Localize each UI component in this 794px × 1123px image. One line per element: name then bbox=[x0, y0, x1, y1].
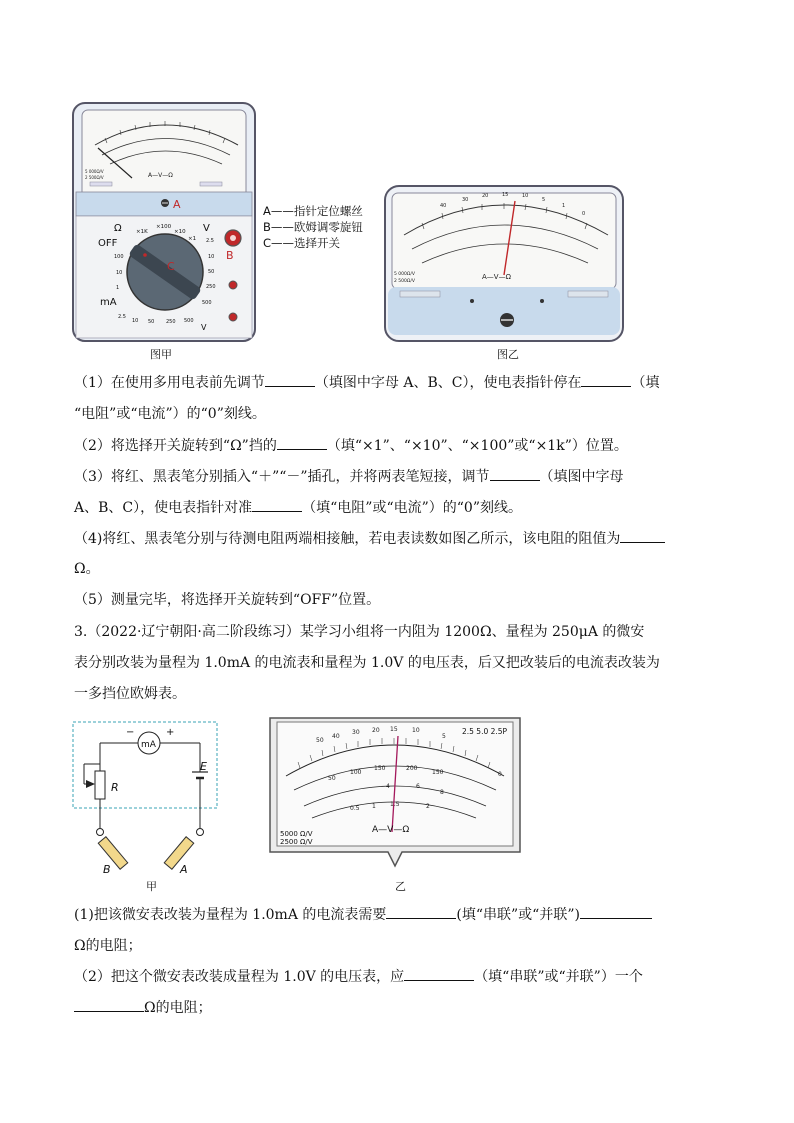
problem-3-line-2: 表分别改装为量程为 1.0mA 的电流表和量程为 1.0V 的电压表，后又把改装后的电流表改装为 bbox=[74, 655, 660, 671]
caption-yi: 图乙 bbox=[497, 348, 519, 361]
multimeter-figure-jia bbox=[70, 100, 260, 345]
meter-spec-2-jia: 2 500Ω/V bbox=[85, 175, 104, 180]
dial-ma-label: mA bbox=[100, 297, 117, 308]
svg-text:1.5: 1.5 bbox=[390, 801, 400, 808]
p3q1-text-a: (1)把该微安表改装为量程为 1.0mA 的电流表需要 bbox=[74, 907, 387, 923]
svg-text:500: 500 bbox=[202, 300, 212, 306]
svg-text:50: 50 bbox=[328, 775, 336, 782]
meter-scale-label-jia: A—V—Ω bbox=[148, 172, 173, 179]
p3q1-text-b: (填“串联”或“并联”) bbox=[456, 907, 580, 923]
p3q2-text-a: （2）把这个微安表改装成量程为 1.0V 的电压表，应 bbox=[74, 969, 405, 985]
svg-text:6: 6 bbox=[416, 783, 420, 790]
svg-text:30: 30 bbox=[462, 197, 469, 203]
question-1 bbox=[74, 372, 734, 393]
svg-text:10: 10 bbox=[522, 193, 529, 199]
svg-text:50: 50 bbox=[316, 737, 324, 744]
dial-v-label: V bbox=[203, 223, 210, 234]
resistor-label: R bbox=[111, 781, 119, 794]
caption-jia: 图甲 bbox=[150, 348, 172, 361]
q1-text-b: （填图中字母 A、B、C），使电表指针停在 bbox=[314, 375, 582, 391]
q3-blank-1[interactable] bbox=[490, 466, 540, 481]
svg-text:150: 150 bbox=[374, 765, 386, 772]
svg-text:100: 100 bbox=[114, 254, 124, 260]
caption-meter-yi: 乙 bbox=[395, 880, 406, 893]
svg-text:1: 1 bbox=[116, 285, 120, 291]
svg-text:200: 200 bbox=[406, 765, 418, 772]
svg-text:1: 1 bbox=[562, 203, 566, 209]
probe-a bbox=[164, 837, 194, 869]
q4-text-b: Ω。 bbox=[74, 561, 100, 577]
circuit-figure-jia bbox=[70, 718, 222, 878]
meter-minus: − bbox=[126, 727, 135, 738]
q1-text-c: （填 bbox=[631, 375, 660, 391]
question-3 bbox=[74, 466, 734, 487]
svg-text:100: 100 bbox=[350, 769, 362, 776]
question-4-cont bbox=[74, 559, 734, 579]
svg-text:500: 500 bbox=[184, 318, 194, 324]
legend-item-a: A——指针定位螺丝 bbox=[263, 204, 363, 218]
dial-v-bottom-label: V bbox=[201, 323, 207, 332]
svg-text:20: 20 bbox=[372, 727, 380, 734]
svg-text:40: 40 bbox=[332, 733, 340, 740]
svg-text:1: 1 bbox=[372, 803, 376, 810]
svg-text:5: 5 bbox=[542, 197, 546, 203]
meter2-corner-label: 2.5 5.0 2.5P bbox=[462, 727, 508, 736]
p3-question-2 bbox=[74, 966, 734, 987]
dial-ohm-label: Ω bbox=[114, 223, 122, 234]
component-legend bbox=[263, 203, 363, 251]
svg-text:50: 50 bbox=[208, 269, 215, 275]
svg-text:10: 10 bbox=[132, 318, 139, 324]
q3-blank-2[interactable] bbox=[252, 497, 302, 512]
meter-spec-1-yi: 5 000Ω/V bbox=[394, 272, 415, 277]
legend-item-b: B——欧姆调零旋钮 bbox=[263, 220, 363, 234]
p3-question-1-cont bbox=[74, 936, 734, 956]
svg-text:0: 0 bbox=[498, 771, 502, 778]
probe-a-label: A bbox=[180, 863, 188, 876]
label-b-jia: B bbox=[226, 249, 234, 262]
microammeter-label: mA bbox=[141, 740, 156, 750]
svg-text:250: 250 bbox=[206, 284, 216, 290]
meter-scale-figure-yi bbox=[266, 714, 524, 876]
meter2-scale-label: A—V—Ω bbox=[372, 825, 410, 835]
svg-text:2: 2 bbox=[426, 803, 430, 810]
svg-text:250: 250 bbox=[166, 319, 176, 325]
meter-scale-label-yi: A—V—Ω bbox=[482, 273, 511, 281]
meter-plus: + bbox=[166, 727, 175, 738]
p3q2-blank-2[interactable] bbox=[74, 997, 144, 1012]
q5-text: （5）测量完毕，将选择开关旋转到“OFF”位置。 bbox=[74, 592, 381, 608]
svg-text:30: 30 bbox=[352, 729, 360, 736]
svg-text:0.5: 0.5 bbox=[350, 805, 360, 812]
svg-text:15: 15 bbox=[390, 726, 398, 733]
question-3-cont bbox=[74, 497, 734, 518]
q3-text-a: （3）将红、黑表笔分别插入“＋”“－”插孔，并将两表笔短接，调节 bbox=[74, 469, 490, 485]
problem-3-line-1: 3.（2022·辽宁朝阳·高二阶段练习）某学习小组将一内阻为 1200Ω、量程为 250μA 的微安 bbox=[74, 624, 645, 640]
svg-text:10: 10 bbox=[412, 727, 420, 734]
svg-text:10: 10 bbox=[208, 254, 215, 260]
svg-text:150: 150 bbox=[432, 769, 444, 776]
q4-blank[interactable] bbox=[620, 528, 665, 543]
legend-item-c: C——选择开关 bbox=[263, 236, 341, 250]
dial-x1-label: ×1 bbox=[188, 236, 197, 242]
p3q1-blank-1[interactable] bbox=[386, 904, 456, 919]
question-5 bbox=[74, 590, 734, 610]
svg-text:5: 5 bbox=[442, 733, 446, 740]
q3-text-d: （填“电阻”或“电流”）的“0”刻线。 bbox=[302, 500, 522, 516]
dial-x10-label: ×10 bbox=[174, 229, 186, 235]
q1-text-d: “电阻”或“电流”）的“0”刻线。 bbox=[74, 406, 266, 422]
svg-text:40: 40 bbox=[440, 203, 447, 209]
q2-text-a: （2）将选择开关旋转到“Ω”挡的 bbox=[74, 438, 277, 454]
p3-question-2-cont bbox=[74, 997, 734, 1018]
p3q2-text-c: Ω的电阻； bbox=[144, 1000, 212, 1016]
question-1-cont bbox=[74, 404, 734, 424]
meter-spec-1-jia: 5 000Ω/V bbox=[85, 169, 104, 174]
svg-text:2.5: 2.5 bbox=[118, 314, 126, 320]
q1-text-a: （1）在使用多用电表前先调节 bbox=[74, 375, 265, 391]
svg-text:4: 4 bbox=[386, 783, 390, 790]
p3q1-text-c: Ω的电阻； bbox=[74, 938, 142, 954]
q3-text-b: （填图中字母 bbox=[539, 469, 624, 485]
svg-text:2.5: 2.5 bbox=[206, 238, 214, 244]
probe-b-label: B bbox=[103, 863, 111, 876]
caption-circuit-jia: 甲 bbox=[146, 880, 157, 893]
q2-text-b: （填“×1”、“×10”、“×100”或“×1k”）位置。 bbox=[326, 438, 628, 454]
svg-text:50: 50 bbox=[148, 319, 155, 325]
q1-blank-2[interactable] bbox=[581, 372, 631, 387]
meter-spec-2-yi: 2 500Ω/V bbox=[394, 279, 415, 284]
q2-blank[interactable] bbox=[277, 435, 327, 450]
label-c-jia: C bbox=[167, 260, 175, 273]
question-2 bbox=[74, 435, 734, 456]
p3q2-text-b: （填“串联”或“并联”）一个 bbox=[474, 969, 643, 985]
q1-blank-1[interactable] bbox=[265, 372, 315, 387]
meter-reading-figure-yi bbox=[382, 183, 627, 345]
dial-x100-label: ×100 bbox=[156, 224, 172, 230]
svg-text:15: 15 bbox=[502, 192, 509, 198]
problem-3-line-3: 一多挡位欧姆表。 bbox=[74, 686, 186, 702]
q4-text-a: （4)将红、黑表笔分别与待测电阻两端相接触，若电表读数如图乙所示，该电阻的阻值为 bbox=[74, 531, 621, 547]
p3q1-blank-2[interactable] bbox=[580, 904, 652, 919]
dial-off-label: OFF bbox=[98, 238, 118, 249]
meter2-spec-1: 5000 Ω/V bbox=[280, 830, 313, 838]
dial-x1k-label: ×1K bbox=[136, 229, 148, 235]
svg-text:0: 0 bbox=[582, 211, 586, 217]
emf-label: E bbox=[200, 760, 207, 773]
p3-question-1 bbox=[74, 904, 734, 925]
q3-text-c: A、B、C），使电表指针对准 bbox=[74, 500, 253, 516]
question-4 bbox=[74, 528, 734, 549]
label-a-jia: A bbox=[173, 198, 181, 211]
meter2-spec-2: 2500 Ω/V bbox=[280, 838, 313, 846]
svg-text:20: 20 bbox=[482, 193, 489, 199]
svg-text:10: 10 bbox=[116, 270, 123, 276]
svg-text:8: 8 bbox=[440, 789, 444, 796]
p3q2-blank-1[interactable] bbox=[404, 966, 474, 981]
